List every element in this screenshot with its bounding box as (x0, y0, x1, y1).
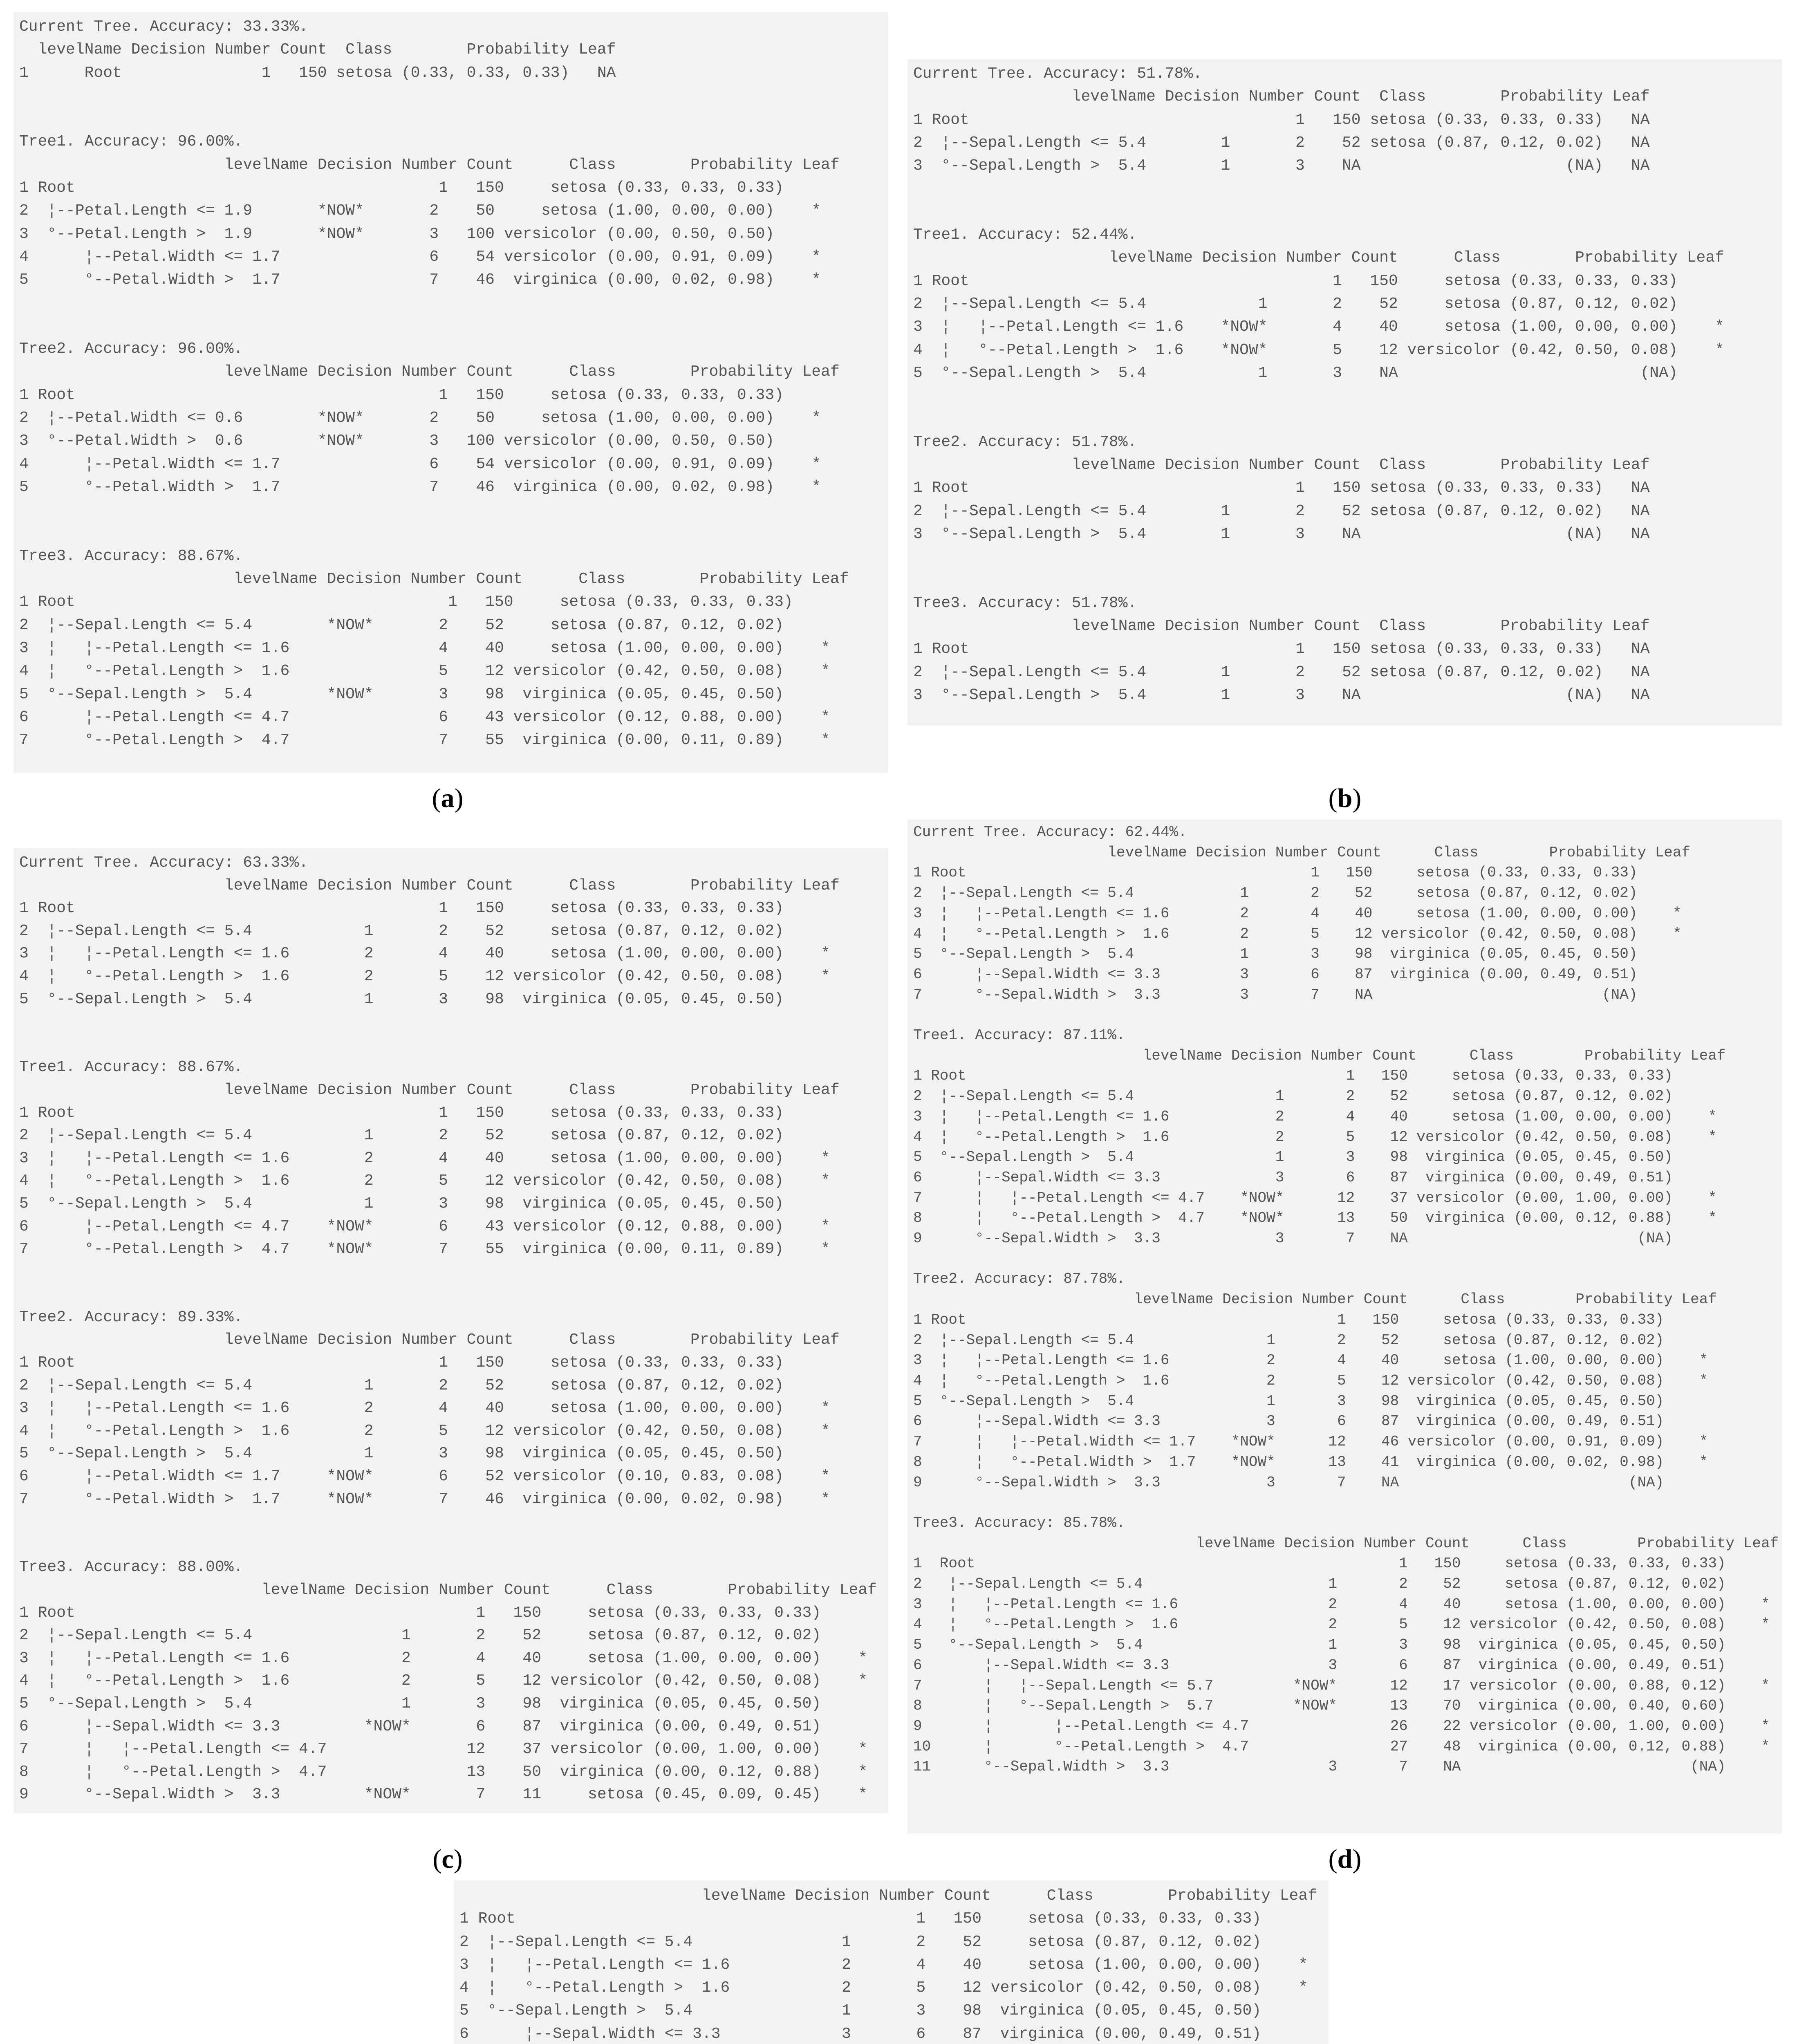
caption-a: (a) (432, 783, 464, 813)
caption-d: (d) (1328, 1844, 1362, 1874)
caption-d-letter: d (1337, 1844, 1353, 1874)
panel-b-text: Current Tree. Accuracy: 51.78%. levelName Decision Number Count Class Probability Leaf 1 Root 1 150 setosa (0.33, 0.33, 0.33) NA 2 ¦--Sepal.Length <= 5.4 1 2 52 setosa (0.87, 0.12, 0.02) NA 3 °--Sepal.Length > 5.4 1 3 NA (NA) NA Tree1. Accuracy: 52.44%. levelName Decision Number Count Class Probability Leaf 1 Root 1 150 setosa (0.33, 0.33, 0.33) 2 ¦--Sepal.Length <= 5.4 1 2 52 setosa (0.87, 0.12, 0.02) 3 ¦ ¦--Petal.Length <= 1.6 *NOW* 4 40 setosa (1.00, 0.00, 0.00) * 4 ¦ °--Petal.Length > 1.6 *NOW* 5 12 versicolor (0.42, 0.50, 0.08) * 5 °--Sepal.Length > 5.4 1 3 NA (NA) Tree2. Accuracy: 51.78%. levelName Decision Number Count Class Probability Leaf 1 Root 1 150 setosa (0.33, 0.33, 0.33) NA 2 ¦--Sepal.Length <= 5.4 1 2 52 setosa (0.87, 0.12, 0.02) NA 3 °--Sepal.Length > 5.4 1 3 NA (NA) NA Tree3. Accuracy: 51.78%. levelName Decision Number Count Class Probability Leaf 1 Root 1 150 setosa (0.33, 0.33, 0.33) NA 2 ¦--Sepal.Length <= 5.4 1 2 52 setosa (0.87, 0.12, 0.02) NA 3 °--Sepal.Length > 5.4 1 3 NA (NA) NA (913, 65, 1724, 704)
caption-c-letter: c (441, 1844, 454, 1874)
panel-e-text: levelName Decision Number Count Class Probability Leaf 1 Root 1 150 setosa (0.33, 0.33, 0.33) 2 ¦--Sepal.Length <= 5.4 1 2 52 setosa (0.87, 0.12, 0.02) 3 ¦ ¦--Petal.Length <= 1.6 2 4 40 setosa (1.00, 0.00, 0.00) * 4 ¦ °--Petal.Length > 1.6 2 5 12 versicolor (0.42, 0.50, 0.08) * 5 °--Sepal.Length > 5.4 1 3 98 virginica (0.05, 0.45, 0.50) 6 ¦--Sepal.Width <= 3.3 3 6 87 virginica (0.00, 0.49, 0.51) (459, 1887, 1317, 2043)
panel-c-text: Current Tree. Accuracy: 63.33%. levelName Decision Number Count Class Probability Leaf 1 Root 1 150 setosa (0.33, 0.33, 0.33) 2 ¦--Sepal.Length <= 5.4 1 2 52 setosa (0.87, 0.12, 0.02) 3 ¦ ¦--Petal.Length <= 1.6 2 4 40 setosa (1.00, 0.00, 0.00) * 4 ¦ °--Petal.Length > 1.6 2 5 12 versicolor (0.42, 0.50, 0.08) * 5 °--Sepal.Length > 5.4 1 3 98 virginica (0.05, 0.45, 0.50) Tree1. Accuracy: 88.67%. levelName Decision Number Count Class Probability Leaf 1 Root 1 150 setosa (0.33, 0.33, 0.33) 2 ¦--Sepal.Length <= 5.4 1 2 52 setosa (0.87, 0.12, 0.02) 3 ¦ ¦--Petal.Length <= 1.6 2 4 40 setosa (1.00, 0.00, 0.00) * 4 ¦ °--Petal.Length > 1.6 2 5 12 versicolor (0.42, 0.50, 0.08) * 5 °--Sepal.Length > 5.4 1 3 98 virginica (0.05, 0.45, 0.50) 6 ¦--Petal.Length <= 4.7 *NOW* 6 43 versicolor (0.12, 0.88, 0.00) * 7 °--Petal.Length > 4.7 *NOW* 7 55 virginica (0.00, 0.11, 0.89) * Tree2. Accuracy: 89.33%. levelName Decision Number Count Class Probability Leaf 1 Root 1 150 setosa (0.33, 0.33, 0.33) 2 ¦--Sepal.Length <= 5.4 1 2 52 setosa (0.87, 0.12, 0.02) 3 ¦ ¦--Petal.Length <= 1.6 2 4 40 setosa (1.00, 0.00, 0.00) * 4 ¦ °--Petal.Length > 1.6 2 5 12 versicolor (0.42, 0.50, 0.08) * 5 °--Sepal.Length > 5.4 1 3 98 virginica (0.05, 0.45, 0.50) 6 ¦--Petal.Width <= 1.7 *NOW* 6 52 versicolor (0.10, 0.83, 0.08) * 7 °--Petal.Width > 1.7 *NOW* 7 46 virginica (0.00, 0.02, 0.98) * Tree3. Accuracy: 88.00%. levelName Decision Number Count Class Probability Leaf 1 Root 1 150 setosa (0.33, 0.33, 0.33) 2 ¦--Sepal.Length <= 5.4 1 2 52 setosa (0.87, 0.12, 0.02) 3 ¦ ¦--Petal.Length <= 1.6 2 4 40 setosa (1.00, 0.00, 0.00) * 4 ¦ °--Petal.Length > 1.6 2 5 12 versicolor (0.42, 0.50, 0.08) * 5 °--Sepal.Length > 5.4 1 3 98 virginica (0.05, 0.45, 0.50) 6 ¦--Sepal.Width <= 3.3 *NOW* 6 87 virginica (0.00, 0.49, 0.51) 7 ¦ ¦--Petal.Length <= 4.7 12 37 versicolor (0.00, 1.00, 0.00) * 8 ¦ °--Petal.Length > 4.7 13 50 virginica (0.00, 0.12, 0.88) * 9 °--Sepal.Width > 3.3 *NOW* 7 11 setosa (0.45, 0.09, 0.45) * (19, 854, 877, 1804)
panel-c-console (13, 848, 888, 1813)
panel-a-text: Current Tree. Accuracy: 33.33%. levelName Decision Number Count Class Probability Leaf 1 Root 1 150 setosa (0.33, 0.33, 0.33) NA Tree1. Accuracy: 96.00%. levelName Decision Number Count Class Probability Leaf 1 Root 1 150 setosa (0.33, 0.33, 0.33) 2 ¦--Petal.Length <= 1.9 *NOW* 2 50 setosa (1.00, 0.00, 0.00) * 3 °--Petal.Length > 1.9 *NOW* 3 100 versicolor (0.00, 0.50, 0.50) 4 ¦--Petal.Width <= 1.7 6 54 versicolor (0.00, 0.91, 0.09) * 5 °--Petal.Width > 1.7 7 46 virginica (0.00, 0.02, 0.98) * Tree2. Accuracy: 96.00%. levelName Decision Number Count Class Probability Leaf 1 Root 1 150 setosa (0.33, 0.33, 0.33) 2 ¦--Petal.Width <= 0.6 *NOW* 2 50 setosa (1.00, 0.00, 0.00) * 3 °--Petal.Width > 0.6 *NOW* 3 100 versicolor (0.00, 0.50, 0.50) 4 ¦--Petal.Width <= 1.7 6 54 versicolor (0.00, 0.91, 0.09) * 5 °--Petal.Width > 1.7 7 46 virginica (0.00, 0.02, 0.98) * Tree3. Accuracy: 88.67%. levelName Decision Number Count Class Probability Leaf 1 Root 1 150 setosa (0.33, 0.33, 0.33) 2 ¦--Sepal.Length <= 5.4 *NOW* 2 52 setosa (0.87, 0.12, 0.02) 3 ¦ ¦--Petal.Length <= 1.6 4 40 setosa (1.00, 0.00, 0.00) * 4 ¦ °--Petal.Length > 1.6 5 12 versicolor (0.42, 0.50, 0.08) * 5 °--Sepal.Length > 5.4 *NOW* 3 98 virginica (0.05, 0.45, 0.50) 6 ¦--Petal.Length <= 4.7 6 43 versicolor (0.12, 0.88, 0.00) * 7 °--Petal.Length > 4.7 7 55 virginica (0.00, 0.11, 0.89) * (19, 18, 849, 749)
panel-b-console (907, 59, 1782, 726)
caption-c: (c) (432, 1844, 463, 1874)
panel-a-console (13, 12, 888, 773)
panel-e-console (454, 1880, 1329, 2044)
caption-b: (b) (1328, 783, 1362, 813)
caption-a-letter: a (441, 783, 455, 813)
caption-b-letter: b (1337, 783, 1353, 813)
panel-d-text: Current Tree. Accuracy: 62.44%. levelName Decision Number Count Class Probability Leaf 1 Root 1 150 setosa (0.33, 0.33, 0.33) 2 ¦--Sepal.Length <= 5.4 1 2 52 setosa (0.87, 0.12, 0.02) 3 ¦ ¦--Petal.Length <= 1.6 2 4 40 setosa (1.00, 0.00, 0.00) * 4 ¦ °--Petal.Length > 1.6 2 5 12 versicolor (0.42, 0.50, 0.08) * 5 °--Sepal.Length > 5.4 1 3 98 virginica (0.05, 0.45, 0.50) 6 ¦--Sepal.Width <= 3.3 3 6 87 virginica (0.00, 0.49, 0.51) 7 °--Sepal.Width > 3.3 3 7 NA (NA) Tree1. Accuracy: 87.11%. levelName Decision Number Count Class Probability Leaf 1 Root 1 150 setosa (0.33, 0.33, 0.33) 2 ¦--Sepal.Length <= 5.4 1 2 52 setosa (0.87, 0.12, 0.02) 3 ¦ ¦--Petal.Length <= 1.6 2 4 40 setosa (1.00, 0.00, 0.00) * 4 ¦ °--Petal.Length > 1.6 2 5 12 versicolor (0.42, 0.50, 0.08) * 5 °--Sepal.Length > 5.4 1 3 98 virginica (0.05, 0.45, 0.50) 6 ¦--Sepal.Width <= 3.3 3 6 87 virginica (0.00, 0.49, 0.51) 7 ¦ ¦--Petal.Length <= 4.7 *NOW* 12 37 versicolor (0.00, 1.00, 0.00) * 8 ¦ °--Petal.Length > 4.7 *NOW* 13 50 virginica (0.00, 0.12, 0.88) * 9 °--Sepal.Width > 3.3 3 7 NA (NA) Tree2. Accuracy: 87.78%. levelName Decision Number Count Class Probability Leaf 1 Root 1 150 setosa (0.33, 0.33, 0.33) 2 ¦--Sepal.Length <= 5.4 1 2 52 setosa (0.87, 0.12, 0.02) 3 ¦ ¦--Petal.Length <= 1.6 2 4 40 setosa (1.00, 0.00, 0.00) * 4 ¦ °--Petal.Length > 1.6 2 5 12 versicolor (0.42, 0.50, 0.08) * 5 °--Sepal.Length > 5.4 1 3 98 virginica (0.05, 0.45, 0.50) 6 ¦--Sepal.Width <= 3.3 3 6 87 virginica (0.00, 0.49, 0.51) 7 ¦ ¦--Petal.Width <= 1.7 *NOW* 12 46 versicolor (0.00, 0.91, 0.09) * 8 ¦ °--Petal.Width > 1.7 *NOW* 13 41 virginica (0.00, 0.02, 0.98) * 9 °--Sepal.Width > 3.3 3 7 NA (NA) Tree3. Accuracy: 85.78%. levelName Decision Number Count Class Probability Leaf 1 Root 1 150 setosa (0.33, 0.33, 0.33) 2 ¦--Sepal.Length <= 5.4 1 2 52 setosa (0.87, 0.12, 0.02) 3 ¦ ¦--Petal.Length <= 1.6 2 4 40 setosa (1.00, 0.00, 0.00) * 4 ¦ °--Petal.Length > 1.6 2 5 12 versicolor (0.42, 0.50, 0.08) * 5 °--Sepal.Length > 5.4 1 3 98 virginica (0.05, 0.45, 0.50) 6 ¦--Sepal.Width <= 3.3 3 6 87 virginica (0.00, 0.49, 0.51) 7 ¦ ¦--Sepal.Length <= 5.7 *NOW* 12 17 versicolor (0.00, 0.88, 0.12) * 8 ¦ °--Sepal.Length > 5.7 *NOW* 13 70 virginica (0.00, 0.40, 0.60) 9 ¦ ¦--Petal.Length <= 4.7 26 22 versicolor (0.00, 1.00, 0.00) * 10 ¦ °--Petal.Length > 4.7 27 48 virginica (0.00, 0.12, 0.88) * 11 °--Sepal.Width > 3.3 3 7 NA (NA) (913, 824, 1779, 1775)
panel-d-console (907, 820, 1782, 1833)
